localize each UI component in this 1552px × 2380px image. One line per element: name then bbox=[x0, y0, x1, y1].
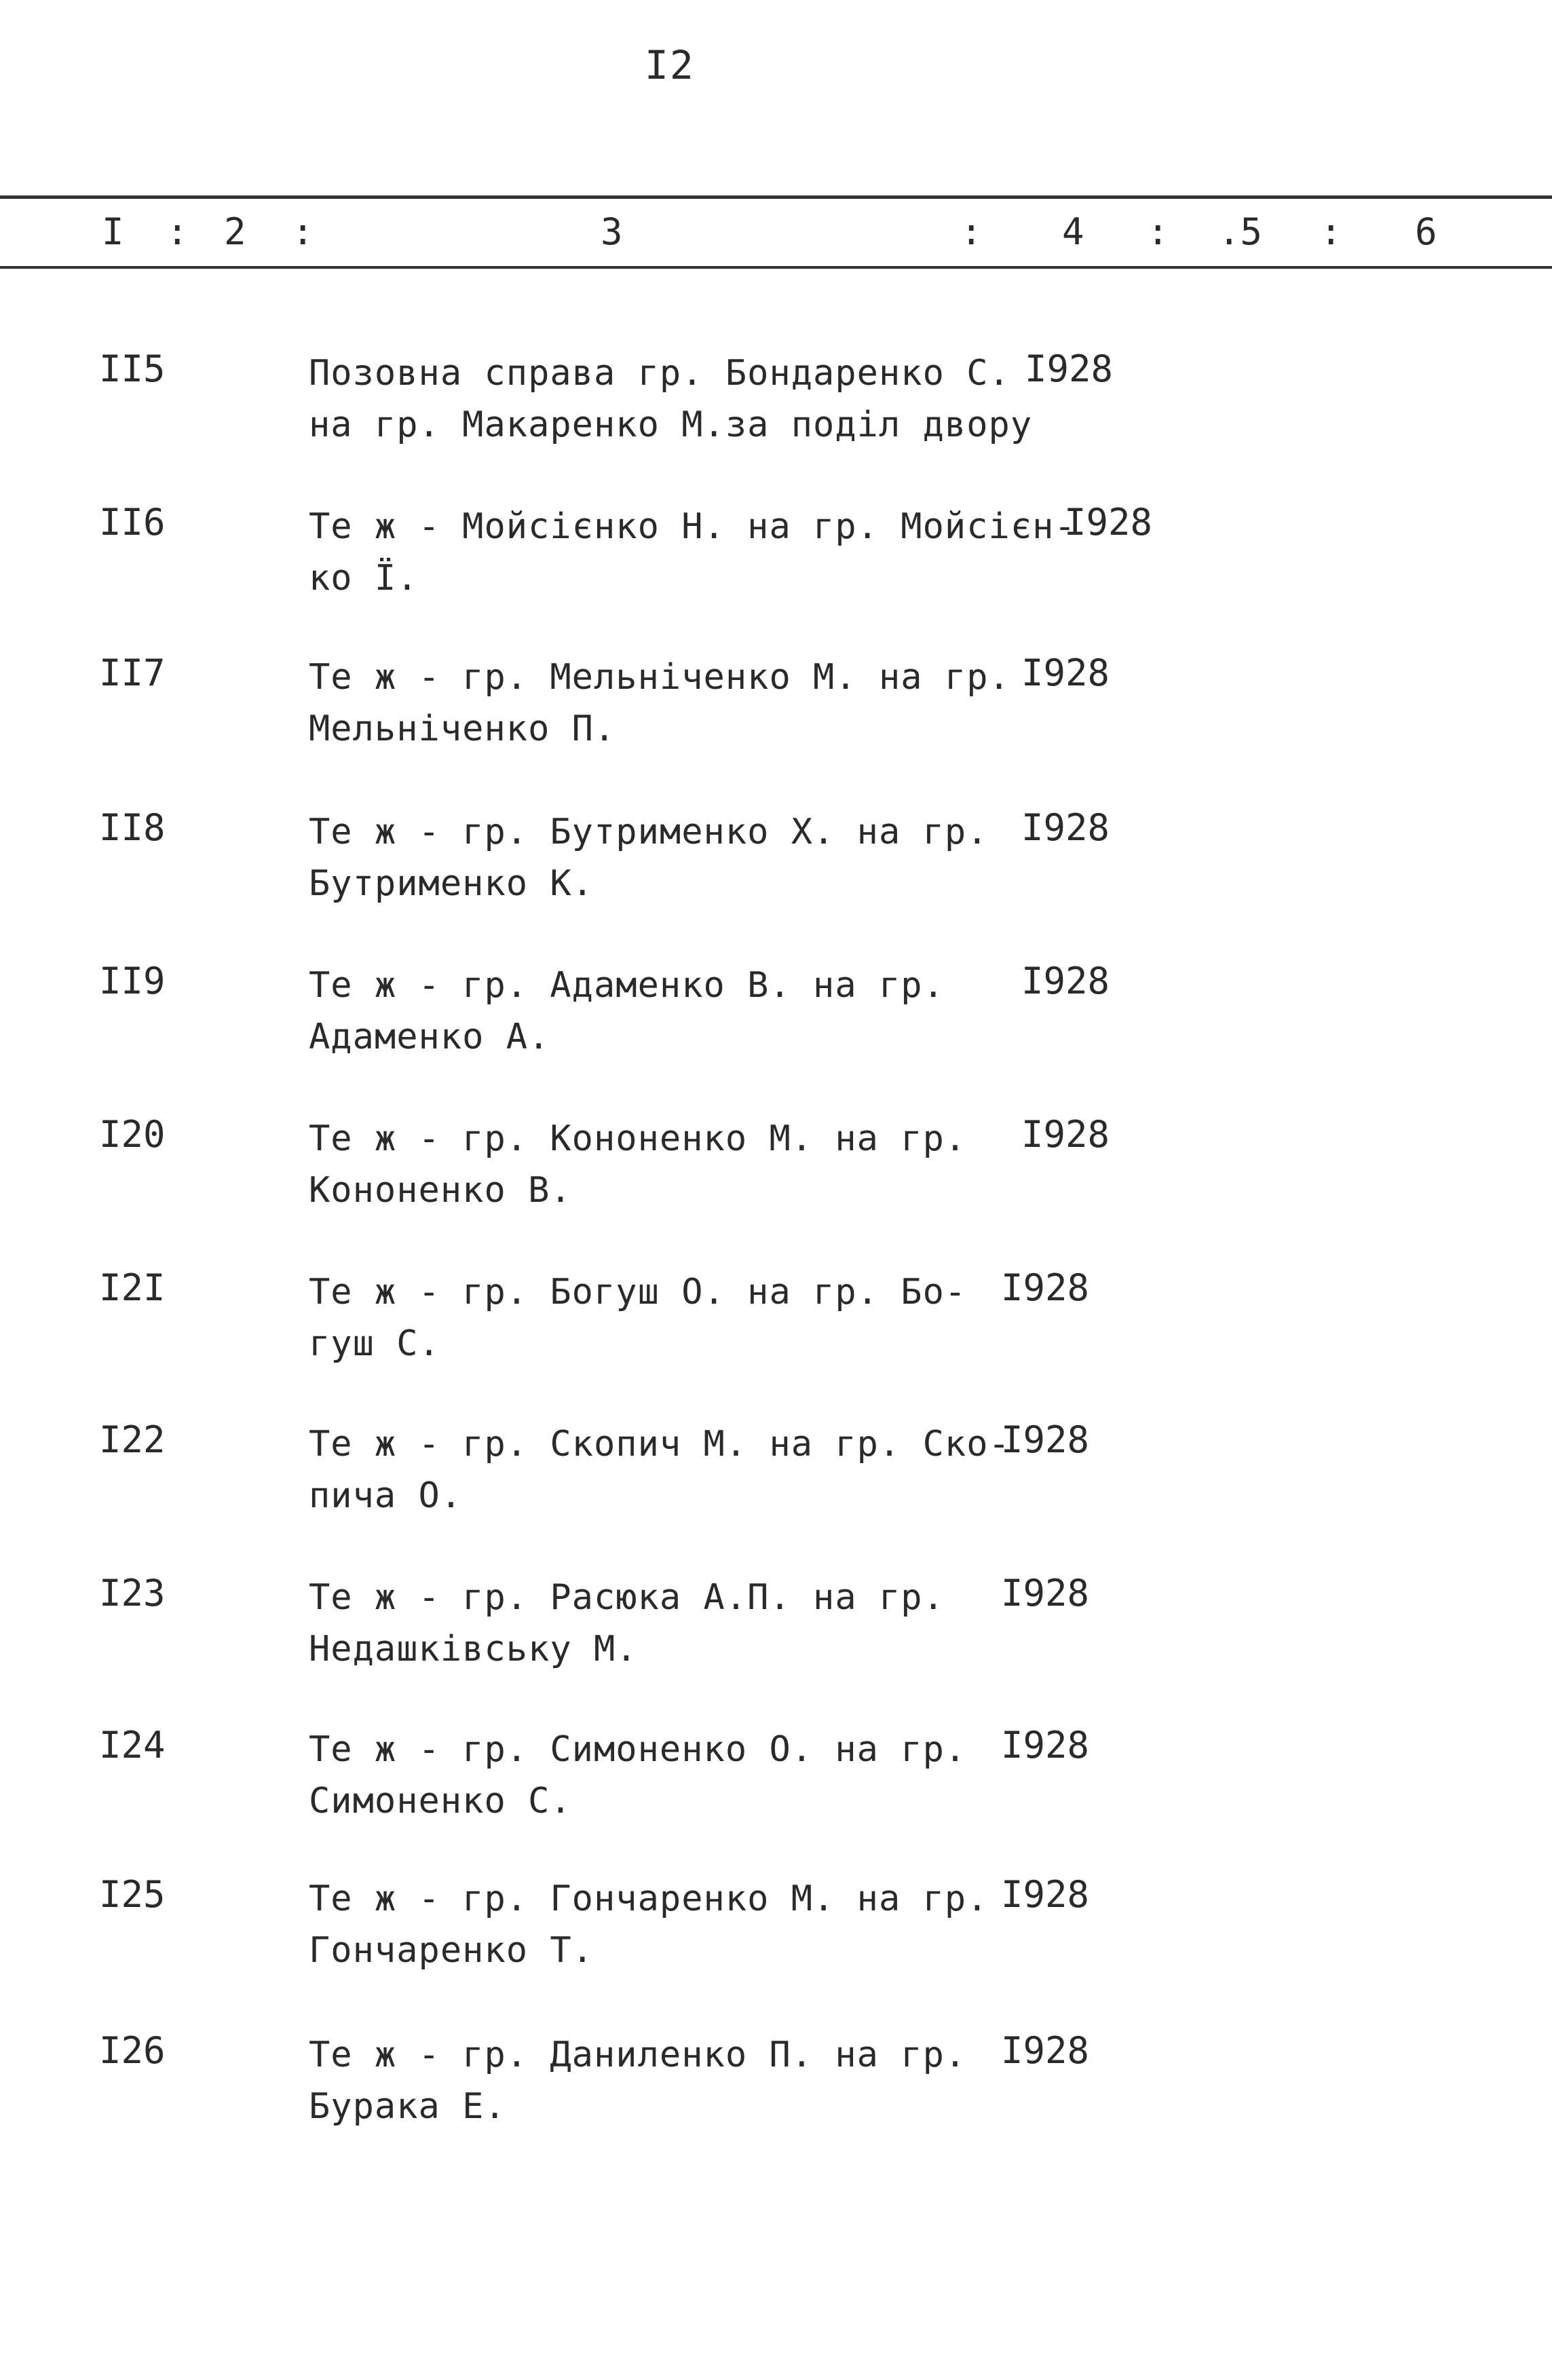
record-description-line: Кононенко В. bbox=[309, 1170, 572, 1211]
record-number: I23 bbox=[99, 1572, 166, 1614]
record-row bbox=[0, 1418, 1552, 1534]
column-header-4: 4 bbox=[1062, 210, 1084, 253]
record-description-line: Те ж - гр. Даниленко П. на гр. bbox=[309, 2035, 967, 2075]
column-separator: : bbox=[960, 210, 983, 253]
column-header-6: 6 bbox=[1415, 210, 1437, 253]
record-row bbox=[0, 2029, 1552, 2145]
record-row bbox=[0, 1724, 1552, 1839]
record-number: I24 bbox=[99, 1724, 166, 1767]
record-number: II7 bbox=[99, 651, 166, 694]
record-number: I20 bbox=[99, 1113, 166, 1156]
record-row bbox=[0, 651, 1552, 767]
record-description-line: Те ж - гр. Богуш О. на гр. Бо- bbox=[309, 1272, 967, 1312]
record-description-line: ко Ї. bbox=[309, 558, 419, 599]
column-header-3: 3 bbox=[601, 210, 623, 253]
record-year: I928 bbox=[1021, 1113, 1110, 1156]
column-separator: : bbox=[292, 210, 314, 253]
record-year: I928 bbox=[1001, 1266, 1090, 1309]
record-year: I928 bbox=[1021, 806, 1110, 849]
record-row bbox=[0, 960, 1552, 1075]
record-row bbox=[0, 1113, 1552, 1228]
record-year: I928 bbox=[1001, 1572, 1090, 1614]
record-description-line: Те ж - гр. Адаменко В. на гр. bbox=[309, 965, 945, 1006]
page-number: I2 bbox=[645, 42, 695, 88]
record-year: I928 bbox=[1001, 1873, 1090, 1916]
record-description-line: Те ж - гр. Бутрименко Х. на гр. bbox=[309, 812, 989, 852]
record-number: II5 bbox=[99, 347, 166, 390]
record-description bbox=[309, 651, 1143, 755]
column-separator: : bbox=[166, 210, 189, 253]
record-description-line: гуш С. bbox=[309, 1323, 440, 1364]
record-year: I928 bbox=[1001, 1724, 1090, 1767]
record-row bbox=[0, 1873, 1552, 1988]
record-description-line: Те ж - гр. Кононенко М. на гр. bbox=[309, 1118, 967, 1159]
record-year: I928 bbox=[1001, 1418, 1090, 1461]
record-description-line: Те ж - гр. Гончаренко М. на гр. bbox=[309, 1878, 989, 1919]
column-separator: : bbox=[1147, 210, 1169, 253]
record-description-line: Те ж - гр. Мельніченко М. на гр. bbox=[309, 657, 1010, 698]
record-description bbox=[309, 960, 1143, 1063]
record-year: I928 bbox=[1021, 960, 1110, 1002]
record-description bbox=[309, 806, 1143, 909]
record-number: I25 bbox=[99, 1873, 166, 1916]
header-rule-top bbox=[0, 195, 1552, 199]
column-separator: : bbox=[1320, 210, 1342, 253]
record-description-line: Те ж - Мойсієнко Н. на гр. Мойсієн- bbox=[309, 506, 1076, 547]
record-number: II9 bbox=[99, 960, 166, 1002]
record-description bbox=[309, 501, 1143, 604]
record-row bbox=[0, 1572, 1552, 1687]
record-number: I26 bbox=[99, 2029, 166, 2072]
record-row bbox=[0, 806, 1552, 922]
record-description-line: Те ж - гр. Симоненко О. на гр. bbox=[309, 1729, 967, 1770]
record-number: II8 bbox=[99, 806, 166, 849]
record-description-line: Недашківську М. bbox=[309, 1629, 638, 1669]
record-year: I928 bbox=[1064, 501, 1153, 544]
record-description-line: Те ж - гр. Расюка А.П. на гр. bbox=[309, 1577, 945, 1618]
record-row bbox=[0, 501, 1552, 616]
record-year: I928 bbox=[1001, 2029, 1090, 2072]
record-number: I22 bbox=[99, 1418, 166, 1461]
record-description bbox=[309, 347, 1143, 451]
record-description-line: Бурака Е. bbox=[309, 2086, 506, 2127]
record-description-line: на гр. Макаренко М.за поділ двору bbox=[309, 404, 1033, 445]
record-description-line: Позовна справа гр. Бондаренко С. bbox=[309, 353, 1010, 394]
record-description-line: Гончаренко Т. bbox=[309, 1930, 594, 1971]
record-row bbox=[0, 1266, 1552, 1382]
record-description bbox=[309, 1113, 1143, 1216]
record-number: II6 bbox=[99, 501, 166, 544]
record-description-line: Симоненко С. bbox=[309, 1781, 572, 1821]
column-header-row bbox=[0, 210, 1552, 258]
record-year: I928 bbox=[1021, 651, 1110, 694]
record-description-line: Бутрименко К. bbox=[309, 863, 594, 904]
record-number: I2I bbox=[99, 1266, 166, 1309]
record-row bbox=[0, 347, 1552, 463]
record-year: I928 bbox=[1025, 347, 1114, 390]
header-rule-bottom bbox=[0, 266, 1552, 269]
column-header-5: .5 bbox=[1218, 210, 1263, 253]
column-header-2: 2 bbox=[224, 210, 246, 253]
record-description-line: Мельніченко П. bbox=[309, 709, 616, 749]
record-description-line: пича О. bbox=[309, 1475, 463, 1516]
record-description-line: Адаменко А. bbox=[309, 1017, 550, 1057]
record-description-line: Те ж - гр. Скопич М. на гр. Ско- bbox=[309, 1424, 1010, 1465]
column-header-1: I bbox=[102, 210, 124, 253]
